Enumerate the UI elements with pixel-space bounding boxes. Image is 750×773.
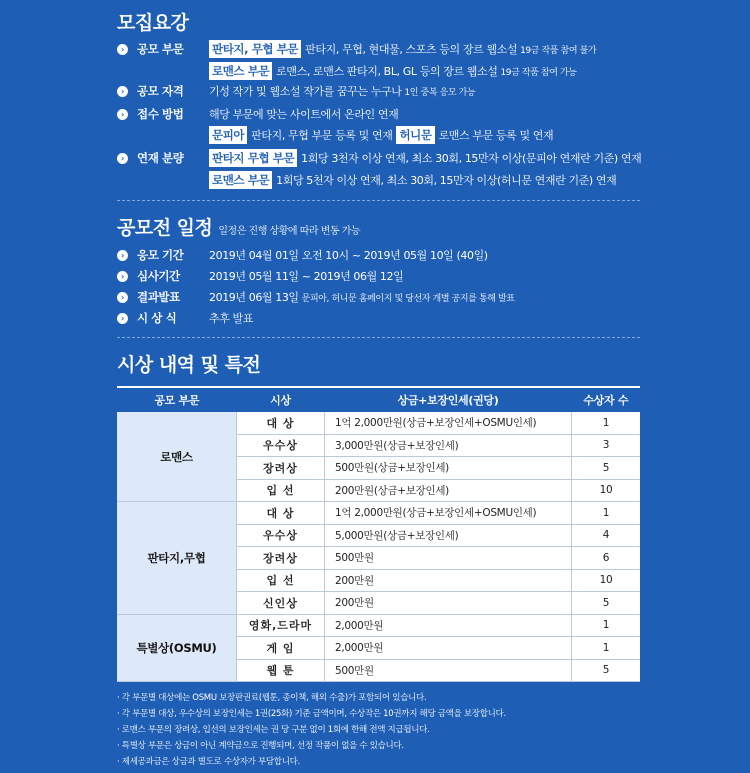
footnote: · 각 부문별 대상에는 OSMU 보장판권료(웹툰, 종이책, 해외 수출)가 포함되어 있습니다. — [117, 693, 427, 703]
honeymoon-text: 로맨스 부문 등록 및 연재 — [438, 129, 554, 142]
divider — [117, 200, 640, 201]
chevron-right-icon: › — [117, 153, 128, 164]
chevron-right-icon: › — [117, 86, 128, 97]
amount-cell: 2,000만원 — [325, 614, 572, 637]
schedule-note: 일정은 진행 상황에 따라 변동 가능 — [218, 226, 361, 237]
amount-cell: 5,000만원(상금+보장인세) — [325, 524, 572, 547]
schedule-item — [117, 245, 488, 265]
amount-cell: 200만원 — [325, 569, 572, 592]
schedule-item — [117, 308, 253, 328]
award-cell: 우수상 — [237, 434, 325, 457]
column-header: 시상 — [237, 387, 325, 412]
amount-cell: 200만원 — [325, 592, 572, 615]
divider — [117, 337, 640, 338]
award-cell: 우수상 — [237, 524, 325, 547]
award-cell: 입 선 — [237, 569, 325, 592]
recruit-title: 모집요강 — [117, 12, 189, 34]
count-cell: 10 — [572, 479, 641, 502]
schedule-text: 2019년 04월 01일 오전 10시 ~ 2019년 05월 10일 (40일) — [209, 249, 488, 262]
volume-fantasy-tag: 판타지 무협 부문 — [209, 149, 297, 167]
category-cell: 판타지,무협 — [117, 502, 237, 615]
count-cell: 5 — [572, 592, 641, 615]
schedule-text: 2019년 06월 13일 — [209, 291, 299, 304]
count-cell: 10 — [572, 569, 641, 592]
schedule-title-text: 공모전 일정 — [117, 217, 213, 239]
chevron-right-icon: › — [117, 44, 128, 55]
count-cell: 1 — [572, 502, 641, 525]
qualification-text: 기성 작가 및 웹소설 작가를 꿈꾸는 누구나 — [209, 85, 402, 98]
award-cell: 장려상 — [237, 547, 325, 570]
prize-table — [117, 386, 640, 682]
amount-cell: 1억 2,000만원(상금+보장인세+OSMU인세) — [325, 502, 572, 525]
count-cell: 5 — [572, 457, 641, 480]
award-cell: 대 상 — [237, 412, 325, 434]
schedule-item — [117, 266, 403, 286]
schedule-text: 추후 발표 — [209, 312, 254, 325]
method-row-2 — [117, 125, 553, 145]
column-header: 수상자 수 — [572, 387, 641, 412]
schedule-item — [117, 287, 515, 307]
count-cell: 6 — [572, 547, 641, 570]
schedule-note: 문피아, 허니문 홈페이지 및 당선자 개별 공지를 통해 발표 — [301, 293, 515, 304]
recruit-field-row-2 — [117, 61, 577, 81]
footnote: · 제세공과금은 상금과 별도로 수상자가 부담합니다. — [117, 757, 300, 767]
schedule-label: 결과발표 — [137, 290, 180, 304]
honeymoon-tag: 허니문 — [396, 126, 434, 144]
award-cell: 장려상 — [237, 457, 325, 480]
amount-cell: 500만원 — [325, 659, 572, 682]
footnotes — [117, 690, 506, 770]
count-cell: 4 — [572, 524, 641, 547]
field-label: 공모 부문 — [137, 42, 184, 56]
count-cell: 1 — [572, 614, 641, 637]
volume-row-2 — [117, 170, 616, 190]
footnote: · 각 부문별 대상, 우수상의 보장인세는 1권(25화) 기준 금액이며, 수상작은 10권까지 해당 금액을 보장합니다. — [117, 709, 506, 719]
munpia-tag: 문피아 — [209, 126, 247, 144]
column-header: 공모 부문 — [117, 387, 237, 412]
chevron-right-icon: › — [117, 250, 128, 261]
chevron-right-icon: › — [117, 271, 128, 282]
volume-romance-text: 1회당 5천자 이상 연재, 최소 30회, 15만자 이상(허니문 연재란 기준) 연재 — [276, 174, 617, 187]
table-row — [117, 614, 640, 637]
method-text: 해당 부문에 맞는 사이트에서 온라인 연재 — [209, 108, 399, 121]
romance-note: 19금 작품 참여 가능 — [500, 67, 577, 78]
amount-cell: 1억 2,000만원(상금+보장인세+OSMU인세) — [325, 412, 572, 434]
award-cell: 대 상 — [237, 502, 325, 525]
method-row — [117, 104, 398, 124]
volume-fantasy-text: 1회당 3천자 이상 연재, 최소 30회, 15만자 이상(문피아 연재란 기준) 연재 — [301, 152, 642, 165]
column-header: 상금+보장인세(권당) — [325, 387, 572, 412]
amount-cell: 3,000만원(상금+보장인세) — [325, 434, 572, 457]
award-cell: 게 임 — [237, 637, 325, 660]
schedule-label: 응모 기간 — [137, 248, 184, 262]
award-cell: 입 선 — [237, 479, 325, 502]
count-cell: 1 — [572, 637, 641, 660]
volume-row — [117, 148, 641, 168]
munpia-text: 판타지, 무협 부문 등록 및 연재 — [251, 129, 393, 142]
qualification-label: 공모 자격 — [137, 84, 184, 98]
amount-cell: 2,000만원 — [325, 637, 572, 660]
footnote: · 특별상 부문은 상금이 아닌 계약금으로 진행되며, 선정 작품이 없을 수 있습니다. — [117, 741, 404, 751]
fantasy-genre-text: 판타지, 무협, 현대물, 스포츠 등의 장르 웹소설 — [305, 43, 518, 56]
schedule-label: 심사기간 — [137, 269, 180, 283]
category-cell: 로맨스 — [117, 412, 237, 502]
category-cell: 특별상(OSMU) — [117, 614, 237, 682]
award-cell: 영화,드라마 — [237, 614, 325, 637]
count-cell: 1 — [572, 412, 641, 434]
romance-genre-text: 로맨스, 로맨스 판타지, BL, GL 등의 장르 웹소설 — [276, 65, 498, 78]
schedule-title — [117, 213, 360, 240]
count-cell: 5 — [572, 659, 641, 682]
count-cell: 3 — [572, 434, 641, 457]
romance-tag: 로맨스 부문 — [209, 62, 272, 80]
award-cell: 웹 툰 — [237, 659, 325, 682]
fantasy-note: 19금 작품 참여 불가 — [520, 45, 597, 56]
qualification-row — [117, 81, 475, 101]
method-label: 접수 방법 — [137, 107, 184, 121]
qualification-note: 1인 중복 응모 가능 — [404, 87, 476, 98]
volume-label: 연재 분량 — [137, 151, 184, 165]
schedule-text: 2019년 05월 11일 ~ 2019년 06월 12일 — [209, 270, 404, 283]
amount-cell: 500만원 — [325, 547, 572, 570]
chevron-right-icon: › — [117, 109, 128, 120]
schedule-label: 시 상 식 — [137, 311, 177, 325]
amount-cell: 200만원(상금+보장인세) — [325, 479, 572, 502]
table-header-row — [117, 387, 640, 412]
table-row — [117, 502, 640, 525]
chevron-right-icon: › — [117, 313, 128, 324]
award-cell: 신인상 — [237, 592, 325, 615]
fantasy-tag: 판타지, 무협 부문 — [209, 40, 301, 58]
table-row — [117, 412, 640, 434]
volume-romance-tag: 로맨스 부문 — [209, 171, 272, 189]
amount-cell: 500만원(상금+보장인세) — [325, 457, 572, 480]
prizes-title: 시상 내역 및 특전 — [117, 354, 261, 376]
chevron-right-icon: › — [117, 292, 128, 303]
recruit-field-row — [117, 39, 596, 59]
footnote: · 로맨스 부문의 장려상, 입선의 보장인세는 권 당 구분 없이 1회에 한해 전액 지급됩니다. — [117, 725, 430, 735]
